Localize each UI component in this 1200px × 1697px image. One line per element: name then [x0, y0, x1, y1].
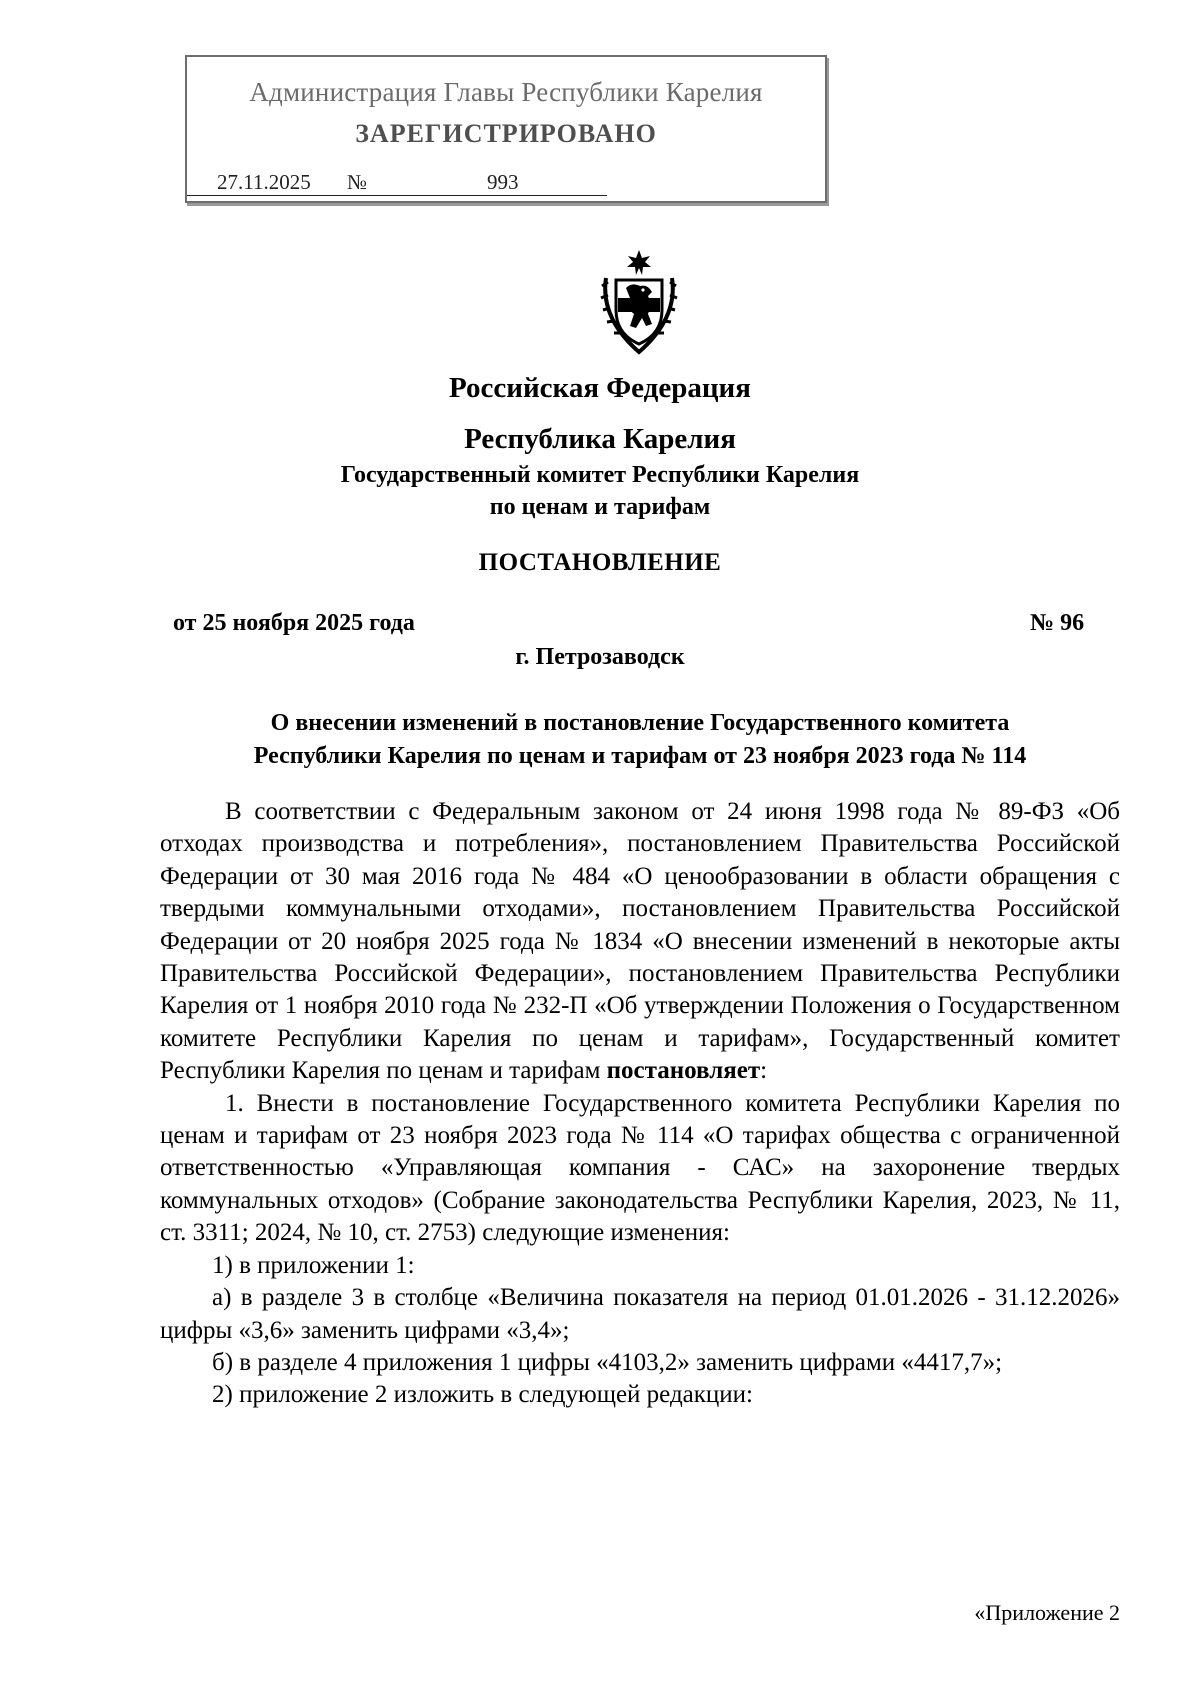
karelia-coat-of-arms-icon	[596, 248, 682, 356]
stamp-title: Администрация Главы Республики Карелия	[249, 77, 763, 107]
decree-number: № 96	[1030, 610, 1085, 636]
preamble-text: В соответствии с Федеральным законом от 24 июня 1998 года № 89-ФЗ «Об отходах производства и потребления», постановлением Правительства Российской Федерации от 30 мая 2016 года № 484 «О ценообразовании в области обращения с твердыми коммунальными отходами», постановлением Правительства Российской Федерации от 20 ноября 2025 года № 1834 «О внесении изменений в некоторые акты Правительства Российской Федерации», постановлением Правительства Республики Карелия от 1 ноября 2010 года № 232-П «Об утверждении Положения о Государственном комитете Республики Карелия по ценам и тарифам», Государственный комитет Республики Карелия по ценам и тарифам	[160, 798, 1120, 1085]
committee-title-line2: по ценам и тарифам	[489, 494, 711, 520]
registration-stamp	[185, 55, 827, 203]
subitem-1b: б) в разделе 4 приложения 1 цифры «4103,2» заменить цифрами «4417,7»;	[212, 1348, 1003, 1376]
decree-subject	[160, 707, 1120, 773]
subject-line2: Республики Карелия по ценам и тарифам от 23 ноября 2023 года № 114	[253, 743, 1027, 769]
stamp-number-label: №	[347, 170, 368, 194]
stamp-underline	[187, 195, 607, 196]
stamp-status: ЗАРЕГИСТРИРОВАНО	[355, 119, 657, 148]
preamble-end: :	[760, 1057, 768, 1085]
item-1: 1. Внести в постановление Государственного комитета Республики Карелия по ценам и тарифам от 23 ноября 2023 года № 114 «О тарифах общества с ограниченной ответственностью «Управляющая компания - САС» на захоронение твердых коммунальных отходов» (Собрание законодательства Республики Карелия, 2023, № 11, ст. 3311; 2024, № 10, ст. 2753) следующие изменения:	[160, 1089, 1120, 1247]
subitem-2: 2) приложение 2 изложить в следующей редакции:	[212, 1381, 753, 1409]
city: г. Петрозаводск	[515, 644, 685, 670]
preamble-paragraph	[160, 796, 1120, 1088]
subject-line1: О внесении изменений в постановление Государственного комитета	[270, 710, 1010, 736]
decree-date: от 25 ноября 2025 года	[173, 610, 415, 636]
appendix-heading: «Приложение 2	[974, 1600, 1120, 1625]
stamp-number: 993	[487, 170, 519, 194]
preamble-bold-verb: постановляет	[606, 1057, 761, 1085]
stamp-date: 27.11.2025	[217, 170, 311, 194]
subitem-1: 1) в приложении 1:	[212, 1251, 415, 1279]
federation-title: Российская Федерация	[449, 372, 751, 404]
document-type: ПОСТАНОВЛЕНИЕ	[478, 549, 722, 576]
republic-title: Республика Карелия	[464, 423, 736, 455]
decree-body	[160, 796, 1120, 1412]
subitem-1a: а) в разделе 3 в столбце «Величина показателя на период 01.01.2026 - 31.12.2026» цифры «3,6» заменить цифрами «3,4»;	[160, 1284, 1120, 1344]
committee-title-line1: Государственный комитет Республики Карелия	[340, 462, 860, 488]
